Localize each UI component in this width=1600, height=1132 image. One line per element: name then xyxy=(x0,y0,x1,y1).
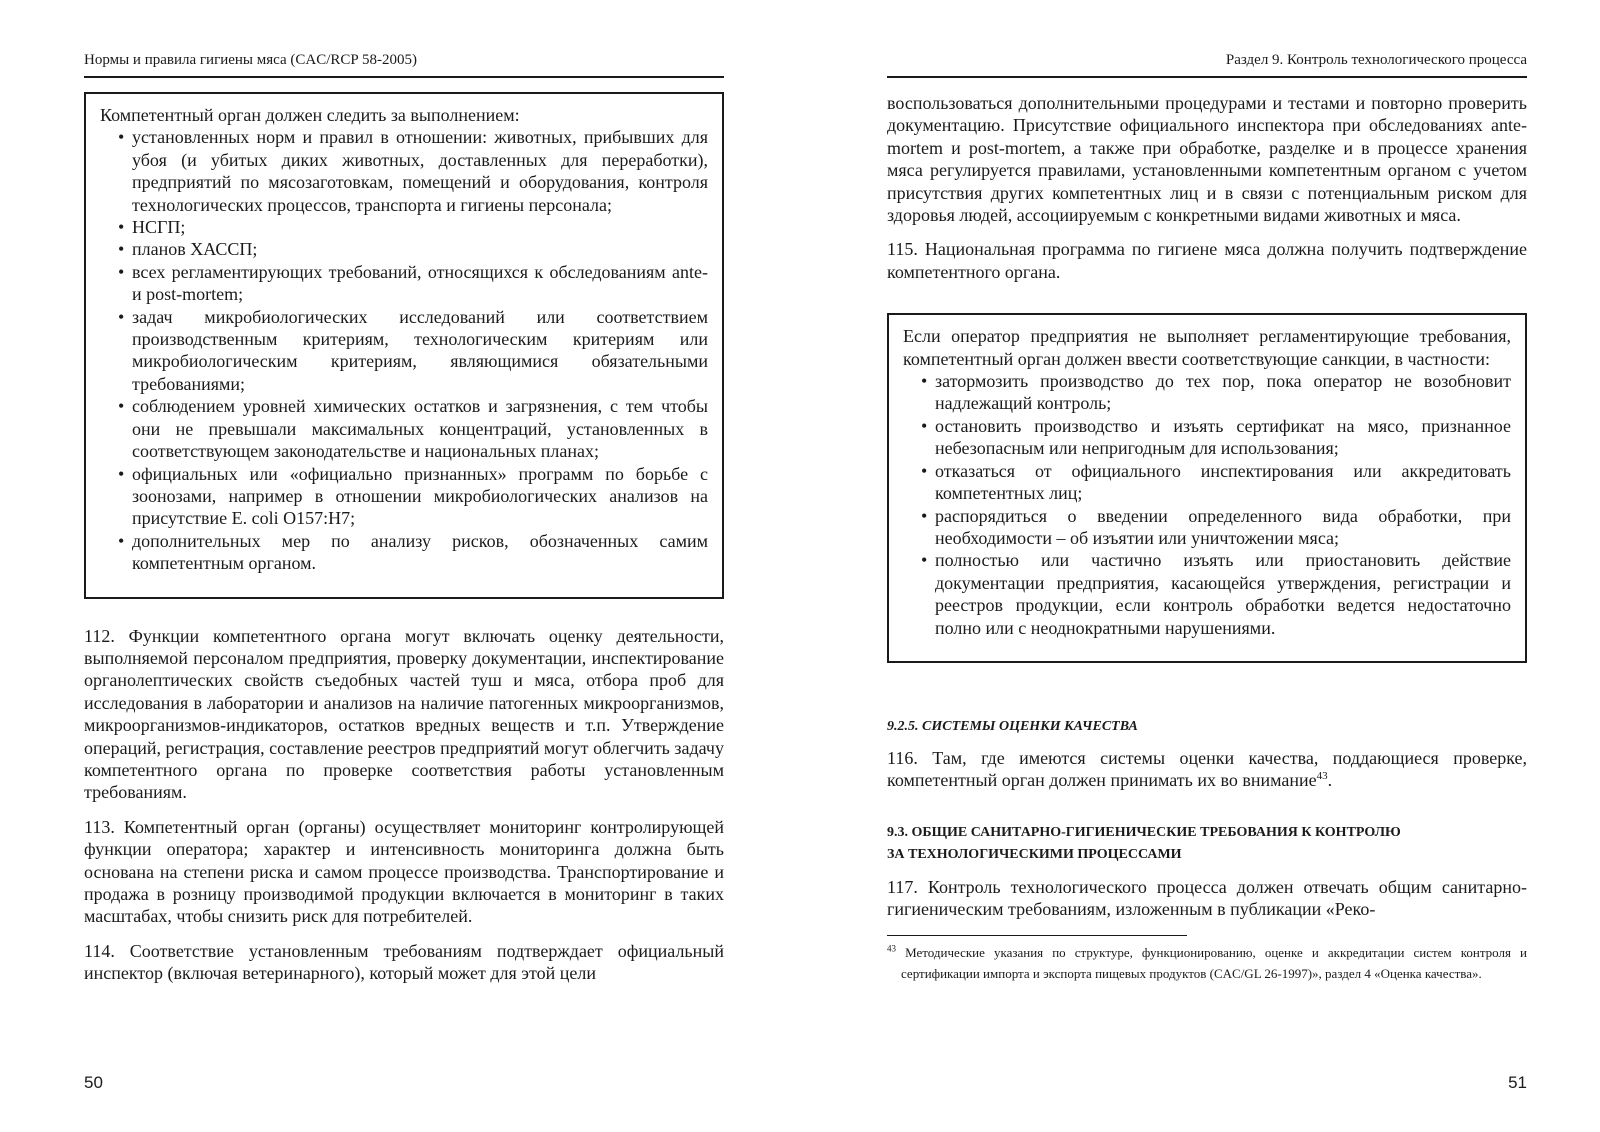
right-page xyxy=(887,0,1527,1132)
list-item: • дополнительных мер по анализу рисков, обозначенных самим компетентным органом. xyxy=(118,530,708,575)
right-content xyxy=(887,92,1527,984)
left-content xyxy=(84,92,724,997)
monitoring-box xyxy=(84,92,724,599)
footnote-text: Методические указания по структуре, функционированию, оценке и аккредитации систем контроля и сертификации импорта и экспорта пищевых продуктов (CAC/GL 26-1997)», раздел 4 «Оценка качества». xyxy=(901,944,1528,981)
list-item: • официальных или «официально признанных» программ по борьбе с зоонозами, например в отношении микробиологических анализов на присутствие E. coli O157:H7; xyxy=(118,463,708,530)
list-item: • НСГП; xyxy=(118,216,708,238)
list-item: • полностью или частично изъять или приостановить действие документации предприятия, касающейся утверждения, регистрации и реестров продукции, если контроль обработки ведется недостаточно полно или с неоднократными нарушениями. xyxy=(921,549,1511,639)
list-item: • остановить производство и изъять сертификат на мясо, признанное небезопасным или непригодным для использования; xyxy=(921,415,1511,460)
list-item: • отказаться от официального инспектирования или аккредитовать компетентных лиц; xyxy=(921,460,1511,505)
paragraph-116-text: 116. Там, где имеются системы оценки качества, поддающиеся проверке, компетентный орган должен принимать их во внимание xyxy=(887,747,1527,791)
paragraph-114: 114. Соответствие установленным требованиям подтверждает официальный инспектор (включая ветеринарного), который может для этой цели xyxy=(84,940,724,984)
footnote-number: 43 xyxy=(887,943,896,954)
running-head-right: Раздел 9. Контроль технологического процесса xyxy=(887,50,1527,78)
paragraph-113: 113. Компетентный орган (органы) осуществляет мониторинг контролирующей функции оператора; характер и интенсивность мониторинга должна быть основана на степени риска и самом процессе производства. Транспортирование и продажа в розницу производимой продукции включается в мониторинг в таких масштабах, чтобы снизить риск для потребителей. xyxy=(84,816,724,927)
sanctions-box xyxy=(887,313,1527,663)
left-page xyxy=(84,0,724,1132)
paragraph-112: 112. Функции компетентного органа могут включать оценку деятельности, выполняемой персоналом предприятия, проверку документации, инспектирование органолептических свойств съедобных частей туш и мяса, отбора проб для исследования в лаборатории и анализов на наличие патогенных микроорганизмов, микроорганизмов-индикаторов, остатков вредных веществ и т.п. Утверждение операций, регистрация, составление реестров предприятий могут облегчить задачу компетентного органа по проверке соответствия работы установленным требованиям. xyxy=(84,625,724,803)
list-item: • всех регламентирующих требований, относящихся к обследованиям ante- и post-mortem; xyxy=(118,261,708,306)
paragraph-114-continued: воспользоваться дополнительными процедурами и тестами и повторно проверить документацию. Присутствие официального инспектора при обследованиях ante-mortem и post-mortem, а также при обработке, разделке и в процессе хранения мяса регулируется правилами, установленными компетентным органом с учетом присутствия других компетентных лиц и в связи с потенциальным риском для здоровья людей, ассоциируемым с конкретными видами животных и мяса. xyxy=(887,93,1527,226)
list-item: • задач микробиологических исследований или соответствием производственным критериям, технологическим критериям или микробиологическим критериям, являющимися обязательными требованиями; xyxy=(118,306,708,396)
section-heading-line: 9.3. ОБЩИЕ САНИТАРНО-ГИГИЕНИЧЕСКИЕ ТРЕБОВАНИЯ К КОНТРОЛЮ xyxy=(887,824,1401,840)
box-intro: Компетентный орган должен следить за выполнением: xyxy=(100,105,520,125)
footnote-reference[interactable]: 43 xyxy=(1316,770,1328,783)
box-intro: Если оператор предприятия не выполняет регламентирующие требования, компетентный орган должен ввести соответствующие санкции, в частности: xyxy=(903,326,1511,369)
list-item: • установленных норм и правил в отношении: животных, прибывших для убоя (и убитых диких животных, доставленных для переработки), предприятий по мясозаготовкам, помещений и оборудования, контроля технологических процессов, транспорта и гигиены персонала; xyxy=(118,126,708,216)
section-heading xyxy=(887,822,1527,866)
subsection-heading: 9.2.5. СИСТЕМЫ ОЦЕНКИ КАЧЕСТВА xyxy=(887,718,1138,734)
running-head-left: Нормы и правила гигиены мяса (CAC/RCP 58-2005) xyxy=(84,50,724,78)
page-number-right: 51 xyxy=(1508,1073,1527,1092)
paragraph-116 xyxy=(887,747,1527,792)
section-heading-line: ЗА ТЕХНОЛОГИЧЕСКИМИ ПРОЦЕССАМИ xyxy=(887,846,1182,862)
box-list xyxy=(903,370,1511,639)
list-item: • затормозить производство до тех пор, пока оператор не возобновит надлежащий контроль; xyxy=(921,370,1511,415)
footnote xyxy=(887,942,1527,984)
box-list xyxy=(100,126,708,574)
paragraph-117: 117. Контроль технологического процесса должен отвечать общим санитарно-гигиеническим требованиям, изложенным в публикации «Реко- xyxy=(887,876,1527,920)
list-item: • распорядиться о введении определенного вида обработки, при необходимости – об изъятии или уничтожении мяса; xyxy=(921,505,1511,550)
paragraph-116-end: . xyxy=(1327,770,1333,791)
list-item: • планов ХАССП; xyxy=(118,238,708,260)
paragraph-115: 115. Национальная программа по гигиене мяса должна получить подтверждение компетентного органа. xyxy=(887,239,1527,282)
list-item: • соблюдением уровней химических остатков и загрязнения, с тем чтобы они не превышали максимальных концентраций, установленных в соответствующем законодательстве и национальных планах; xyxy=(118,395,708,462)
page-number-left: 50 xyxy=(84,1073,103,1092)
footnote-divider xyxy=(887,935,1187,936)
